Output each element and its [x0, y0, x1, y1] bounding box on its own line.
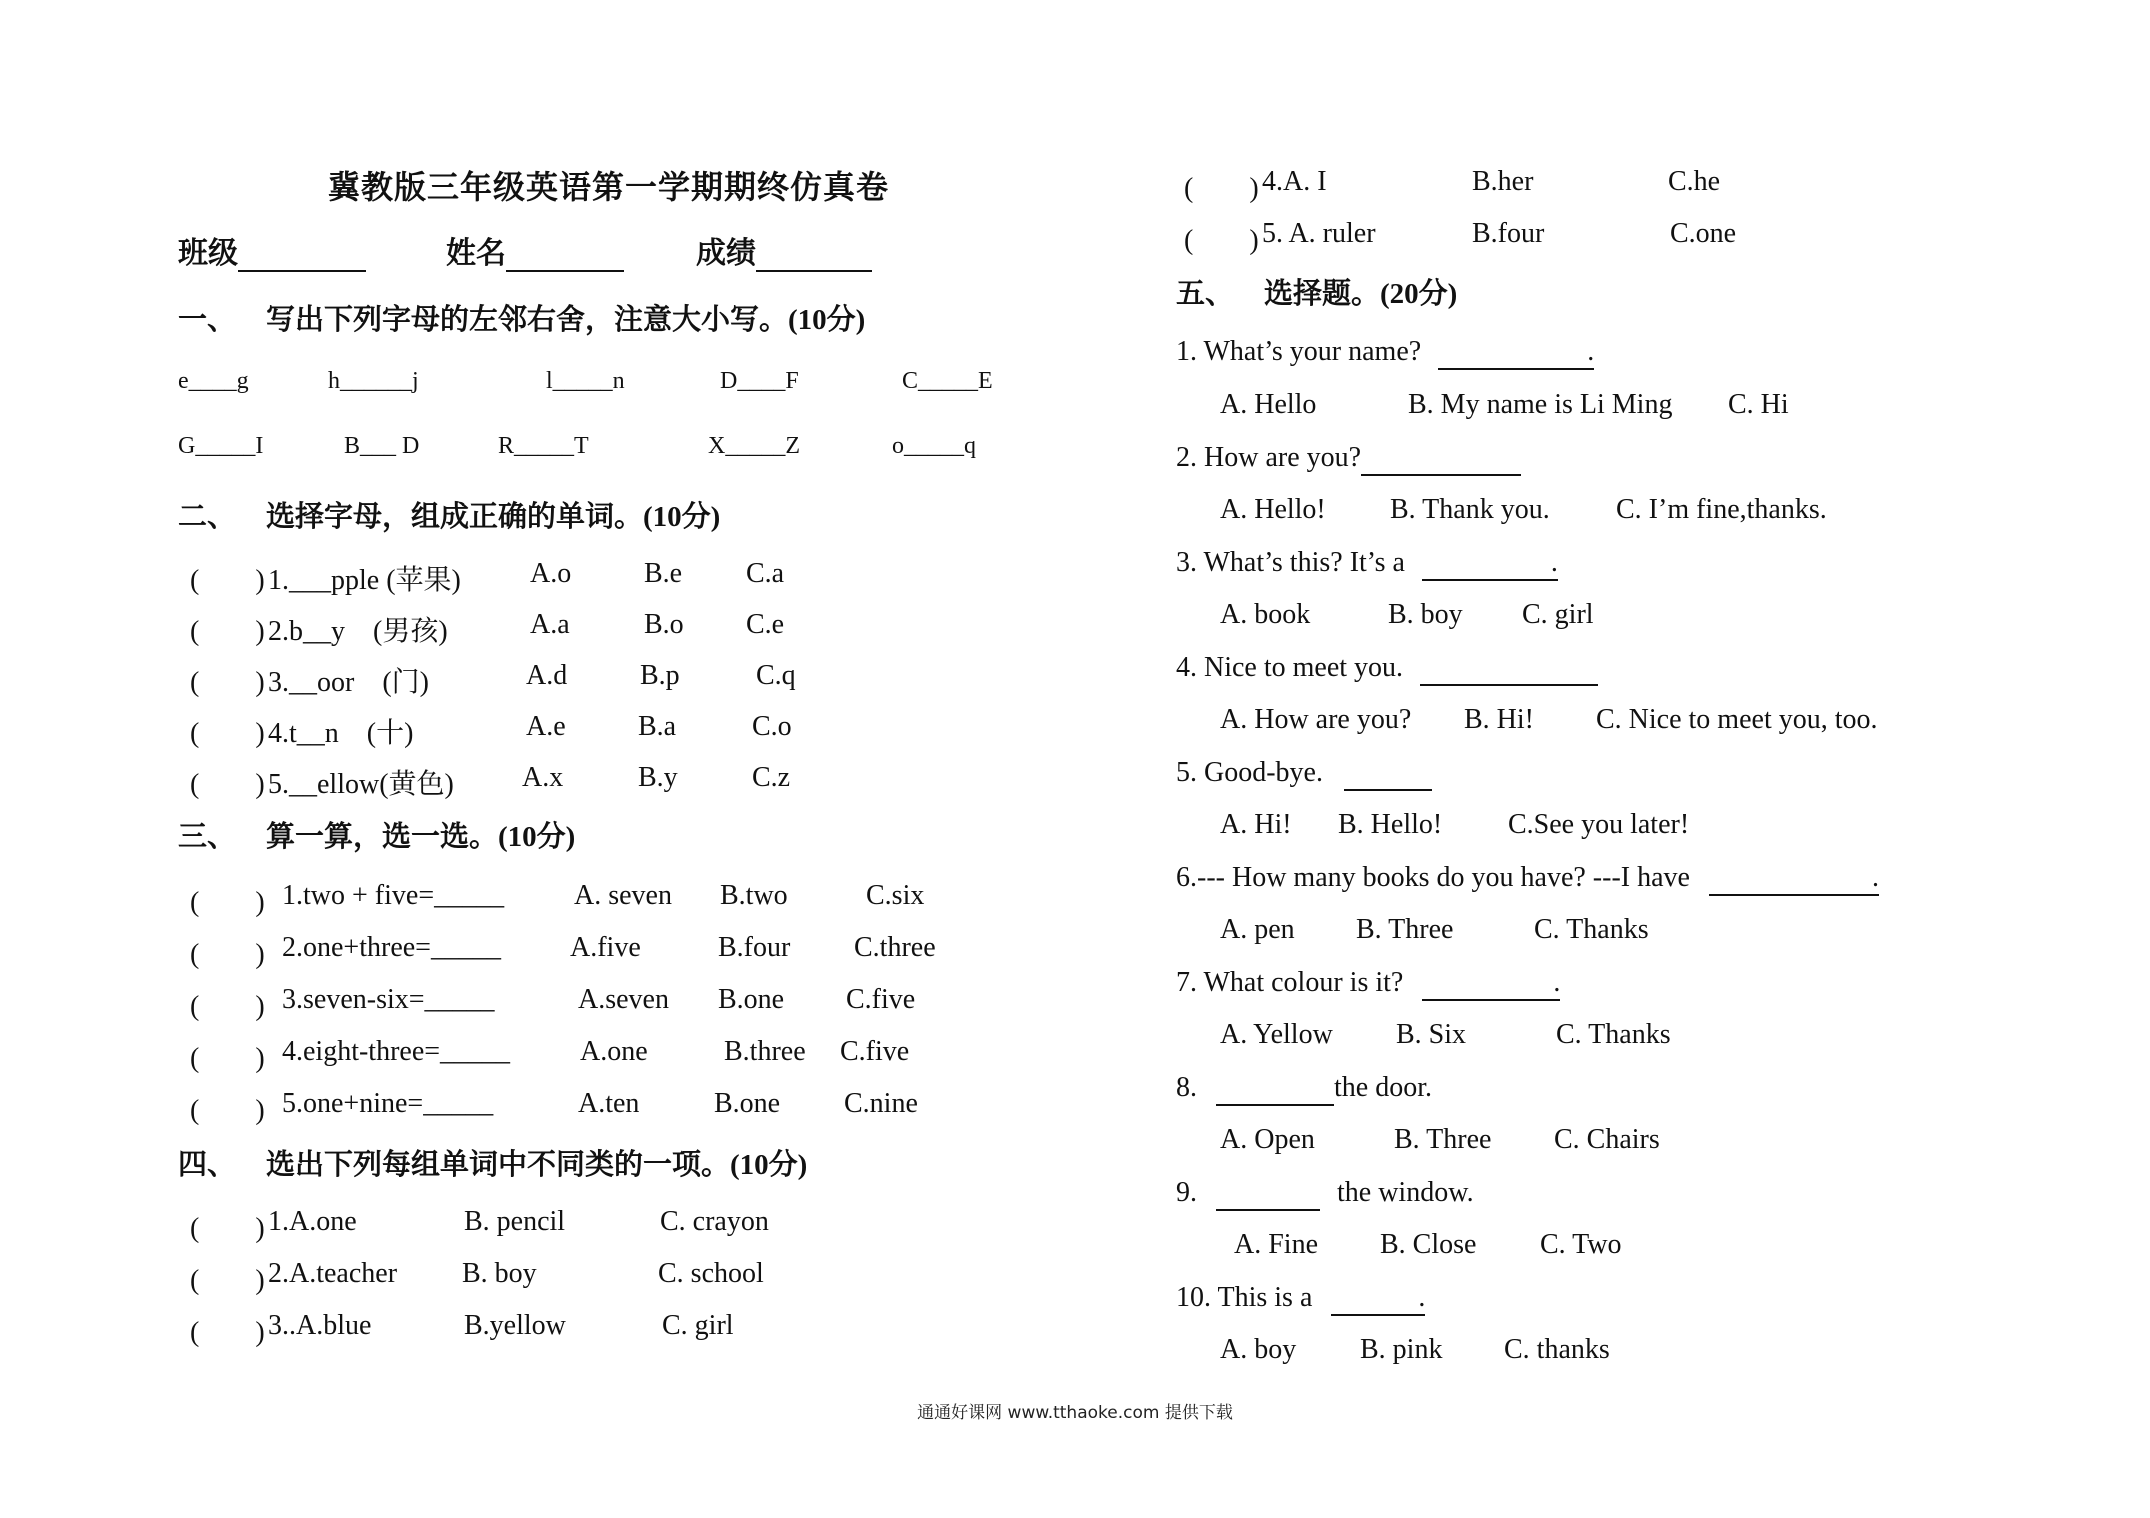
page-footer: 通通好课网 www.tthaoke.com 提供下载 — [917, 1403, 1233, 1423]
sec5-options-8 — [1220, 1124, 2100, 1160]
option-a: A.one — [580, 1036, 648, 1067]
question-text: 9. — [1176, 1177, 1197, 1208]
answer-paren[interactable]: ( ) — [190, 718, 265, 749]
question-text: 2. How are you? — [1176, 442, 1362, 473]
option-b: B.yellow — [464, 1310, 566, 1341]
option-c: C.o — [752, 711, 792, 742]
option-b: B.four — [1472, 218, 1545, 249]
page-title: 冀教版三年级英语第一学期期终仿真卷 — [328, 169, 890, 205]
sec4-question-5 — [1184, 218, 2084, 254]
section-1-heading: 一、 写出下列字母的左邻右舍，注意大小写。(10分) — [178, 304, 866, 336]
sec5-question-9 — [1176, 1177, 1474, 1211]
letter-item[interactable]: o_____q — [892, 433, 976, 459]
section-2-heading: 二、 选择字母，组成正确的单词。(10分) — [178, 501, 721, 533]
option-c: C. Chairs — [1554, 1124, 1660, 1155]
option-b: B. Three — [1394, 1124, 1492, 1155]
name-blank[interactable] — [506, 240, 624, 272]
option-b: B.one — [718, 984, 785, 1015]
sec5-question-7 — [1176, 967, 1560, 1001]
question-text: 3..A.blue — [268, 1310, 372, 1341]
question-text: 2.b__y (男孩) — [268, 616, 448, 647]
letter-item[interactable]: G_____I — [178, 433, 264, 459]
class-label: 班级 — [178, 237, 238, 270]
option-c: C. girl — [662, 1310, 734, 1341]
sec5-question-6 — [1176, 862, 1879, 896]
answer-paren[interactable]: ( ) — [1184, 173, 1259, 204]
answer-paren[interactable]: ( ) — [190, 887, 265, 918]
sec5-options-2 — [1220, 494, 2100, 530]
question-text: 1.A.one — [268, 1206, 357, 1237]
class-field — [178, 228, 366, 272]
section-4-heading: 四、 选出下列每组单词中不同类的一项。(10分) — [178, 1149, 808, 1181]
answer-paren[interactable]: ( ) — [1184, 225, 1259, 256]
option-c: C.nine — [844, 1088, 918, 1119]
sec3-question-3 — [190, 984, 1050, 1020]
letter-row-2 — [178, 433, 1058, 465]
answer-blank[interactable]: . — [1438, 336, 1594, 370]
option-b: B. pink — [1360, 1334, 1443, 1365]
answer-blank[interactable]: . — [1709, 862, 1879, 896]
option-b: B. pencil — [464, 1206, 566, 1237]
option-a: A. Yellow — [1220, 1019, 1333, 1050]
option-a: A.ten — [578, 1088, 640, 1119]
letter-item[interactable]: l_____n — [546, 368, 625, 394]
option-b: B.four — [718, 932, 791, 963]
answer-paren[interactable]: ( ) — [190, 769, 265, 800]
option-b: B.p — [640, 660, 680, 691]
question-text: 1.___pple (苹果) — [268, 565, 461, 596]
option-c: C. crayon — [660, 1206, 769, 1237]
option-c: C. Two — [1540, 1229, 1622, 1260]
question-text: 4.t__n (十) — [268, 718, 414, 749]
option-c: C. Hi — [1728, 389, 1789, 420]
sec2-question-4 — [190, 711, 1050, 747]
letter-item[interactable]: R_____T — [498, 433, 589, 459]
letter-row-1 — [178, 368, 1058, 400]
option-c: C.he — [1668, 166, 1721, 197]
option-b: B.one — [714, 1088, 781, 1119]
answer-blank[interactable]: . — [1422, 547, 1558, 581]
option-a: A. Hi! — [1220, 809, 1292, 840]
option-c: C.six — [866, 880, 925, 911]
letter-item[interactable]: B___ D — [344, 433, 420, 459]
answer-paren[interactable]: ( ) — [190, 565, 265, 596]
question-text: 4.A. I — [1262, 166, 1327, 197]
question-text: 8. — [1176, 1072, 1197, 1103]
answer-blank[interactable]: . — [1422, 967, 1560, 1001]
option-c: C.e — [746, 609, 785, 640]
sec5-question-4 — [1176, 652, 1598, 686]
question-text: 5.one+nine=_____ — [282, 1088, 494, 1119]
option-a: A. book — [1220, 599, 1311, 630]
question-text: 5. Good-bye. — [1176, 757, 1323, 788]
sec5-options-9 — [1234, 1229, 2114, 1265]
question-text: 3.__oor (门) — [268, 667, 429, 698]
question-text: 4.eight-three=_____ — [282, 1036, 511, 1067]
section-3-heading: 三、 算一算，选一选。(10分) — [178, 821, 576, 853]
question-text: 10. This is a — [1176, 1282, 1313, 1313]
sec5-question-8 — [1176, 1072, 1432, 1106]
question-text: 2.A.teacher — [268, 1258, 398, 1289]
answer-paren[interactable]: ( ) — [190, 667, 265, 698]
option-c: C. school — [658, 1258, 764, 1289]
answer-paren[interactable]: ( ) — [190, 1095, 265, 1126]
question-tail: the door. — [1334, 1072, 1432, 1103]
option-b: B.e — [644, 558, 683, 589]
sec5-question-2 — [1176, 442, 1521, 476]
option-b: B.three — [724, 1036, 806, 1067]
question-tail: the window. — [1337, 1177, 1474, 1208]
question-text: 5. A. ruler — [1262, 218, 1376, 249]
option-c: C.q — [756, 660, 796, 691]
option-a: A. How are you? — [1220, 704, 1412, 735]
option-a: A. pen — [1220, 914, 1295, 945]
option-c: C. I’m fine,thanks. — [1616, 494, 1827, 525]
letter-item[interactable]: e____g — [178, 368, 249, 394]
sec5-question-10 — [1176, 1282, 1425, 1316]
option-a: A. Hello — [1220, 389, 1317, 420]
option-b: B. Three — [1356, 914, 1454, 945]
sec3-question-2 — [190, 932, 1050, 968]
answer-blank[interactable] — [1216, 1177, 1320, 1211]
option-c: C. thanks — [1504, 1334, 1610, 1365]
sec5-options-5 — [1220, 809, 2100, 845]
option-c: C. Thanks — [1534, 914, 1649, 945]
answer-paren[interactable]: ( ) — [190, 1043, 265, 1074]
section-5-heading: 五、 选择题。(20分) — [1176, 278, 1458, 310]
question-text: 5.__ellow(黄色) — [268, 769, 454, 800]
option-a: A.d — [526, 660, 568, 691]
option-c: C.z — [752, 762, 791, 793]
option-c: C.five — [846, 984, 916, 1015]
option-b: B. Six — [1396, 1019, 1467, 1050]
option-a: A.a — [530, 609, 570, 640]
option-b: B.y — [638, 762, 678, 793]
letter-item[interactable]: X_____Z — [708, 433, 800, 459]
question-text: 7. What colour is it? — [1176, 967, 1404, 998]
sec2-question-5 — [190, 762, 1050, 798]
option-a: A.five — [570, 932, 641, 963]
question-text: 3.seven-six=_____ — [282, 984, 495, 1015]
score-label: 成绩 — [696, 237, 756, 270]
score-blank[interactable] — [756, 240, 872, 272]
sec5-question-5 — [1176, 757, 1432, 791]
sec4-question-2 — [190, 1258, 1050, 1294]
answer-blank[interactable] — [1361, 442, 1521, 476]
option-a: A. Hello! — [1220, 494, 1326, 525]
option-c: C.a — [746, 558, 785, 589]
sec2-question-1 — [190, 558, 1050, 594]
option-c: C.five — [840, 1036, 910, 1067]
option-b: B. Close — [1380, 1229, 1477, 1260]
question-text: 1. What’s your name? — [1176, 336, 1422, 367]
letter-item[interactable]: D____F — [720, 368, 799, 394]
sec5-question-3 — [1176, 547, 1558, 581]
answer-paren[interactable]: ( ) — [190, 1317, 265, 1348]
option-b: B. Hi! — [1464, 704, 1534, 735]
sec5-options-10 — [1220, 1334, 2100, 1370]
answer-paren[interactable]: ( ) — [190, 939, 265, 970]
sec3-question-5 — [190, 1088, 1050, 1124]
option-a: A. Open — [1220, 1124, 1315, 1155]
answer-paren[interactable]: ( ) — [190, 991, 265, 1022]
option-a: A.e — [526, 711, 566, 742]
answer-blank[interactable]: . — [1331, 1282, 1425, 1316]
option-a: A.seven — [578, 984, 669, 1015]
option-a: A.x — [522, 762, 564, 793]
letter-item[interactable]: h______j — [328, 368, 419, 394]
sec3-question-4 — [190, 1036, 1050, 1072]
sec5-options-1 — [1220, 389, 2100, 425]
sec2-question-3 — [190, 660, 1050, 696]
sec4-question-1 — [190, 1206, 1050, 1242]
sec5-question-1 — [1176, 336, 1594, 370]
option-b: B. boy — [462, 1258, 537, 1289]
sec4-question-4 — [1184, 166, 2084, 202]
option-b: B. Hello! — [1338, 809, 1443, 840]
sec4-question-3 — [190, 1310, 1050, 1346]
answer-paren[interactable]: ( ) — [190, 616, 265, 647]
answer-blank[interactable] — [1216, 1072, 1334, 1106]
score-field — [696, 228, 872, 272]
option-b: B.a — [638, 711, 677, 742]
answer-blank[interactable] — [1344, 757, 1432, 791]
sec2-question-2 — [190, 609, 1050, 645]
option-b: B.two — [720, 880, 788, 911]
class-blank[interactable] — [238, 240, 366, 272]
option-b: B.her — [1472, 166, 1534, 197]
answer-paren[interactable]: ( ) — [190, 1213, 265, 1244]
question-text: 3. What’s this? It’s a — [1176, 547, 1405, 578]
option-a: A. seven — [574, 880, 672, 911]
answer-blank[interactable] — [1420, 652, 1598, 686]
sec5-options-4 — [1220, 704, 2100, 740]
name-field — [446, 228, 624, 272]
name-label: 姓名 — [446, 237, 506, 270]
question-text: 6.--- How many books do you have? ---I have — [1176, 862, 1690, 893]
question-text: 2.one+three=_____ — [282, 932, 501, 963]
option-c: C. Thanks — [1556, 1019, 1671, 1050]
option-b: B. boy — [1388, 599, 1463, 630]
answer-paren[interactable]: ( ) — [190, 1265, 265, 1296]
option-c: C. girl — [1522, 599, 1594, 630]
option-c: C.one — [1670, 218, 1737, 249]
sec5-options-6 — [1220, 914, 2100, 950]
option-a: A. boy — [1220, 1334, 1297, 1365]
option-a: A.o — [530, 558, 572, 589]
sec5-options-7 — [1220, 1019, 2100, 1055]
letter-item[interactable]: C_____E — [902, 368, 993, 394]
option-c: C.three — [854, 932, 936, 963]
sec3-question-1 — [190, 880, 1050, 916]
option-b: B.o — [644, 609, 684, 640]
sec5-options-3 — [1220, 599, 2100, 635]
option-c: C.See you later! — [1508, 809, 1690, 840]
option-b: B. My name is Li Ming — [1408, 389, 1673, 420]
question-text: 4. Nice to meet you. — [1176, 652, 1404, 683]
question-text: 1.two + five=_____ — [282, 880, 505, 911]
option-a: A. Fine — [1234, 1229, 1318, 1260]
option-c: C. Nice to meet you, too. — [1596, 704, 1878, 735]
option-b: B. Thank you. — [1390, 494, 1550, 525]
